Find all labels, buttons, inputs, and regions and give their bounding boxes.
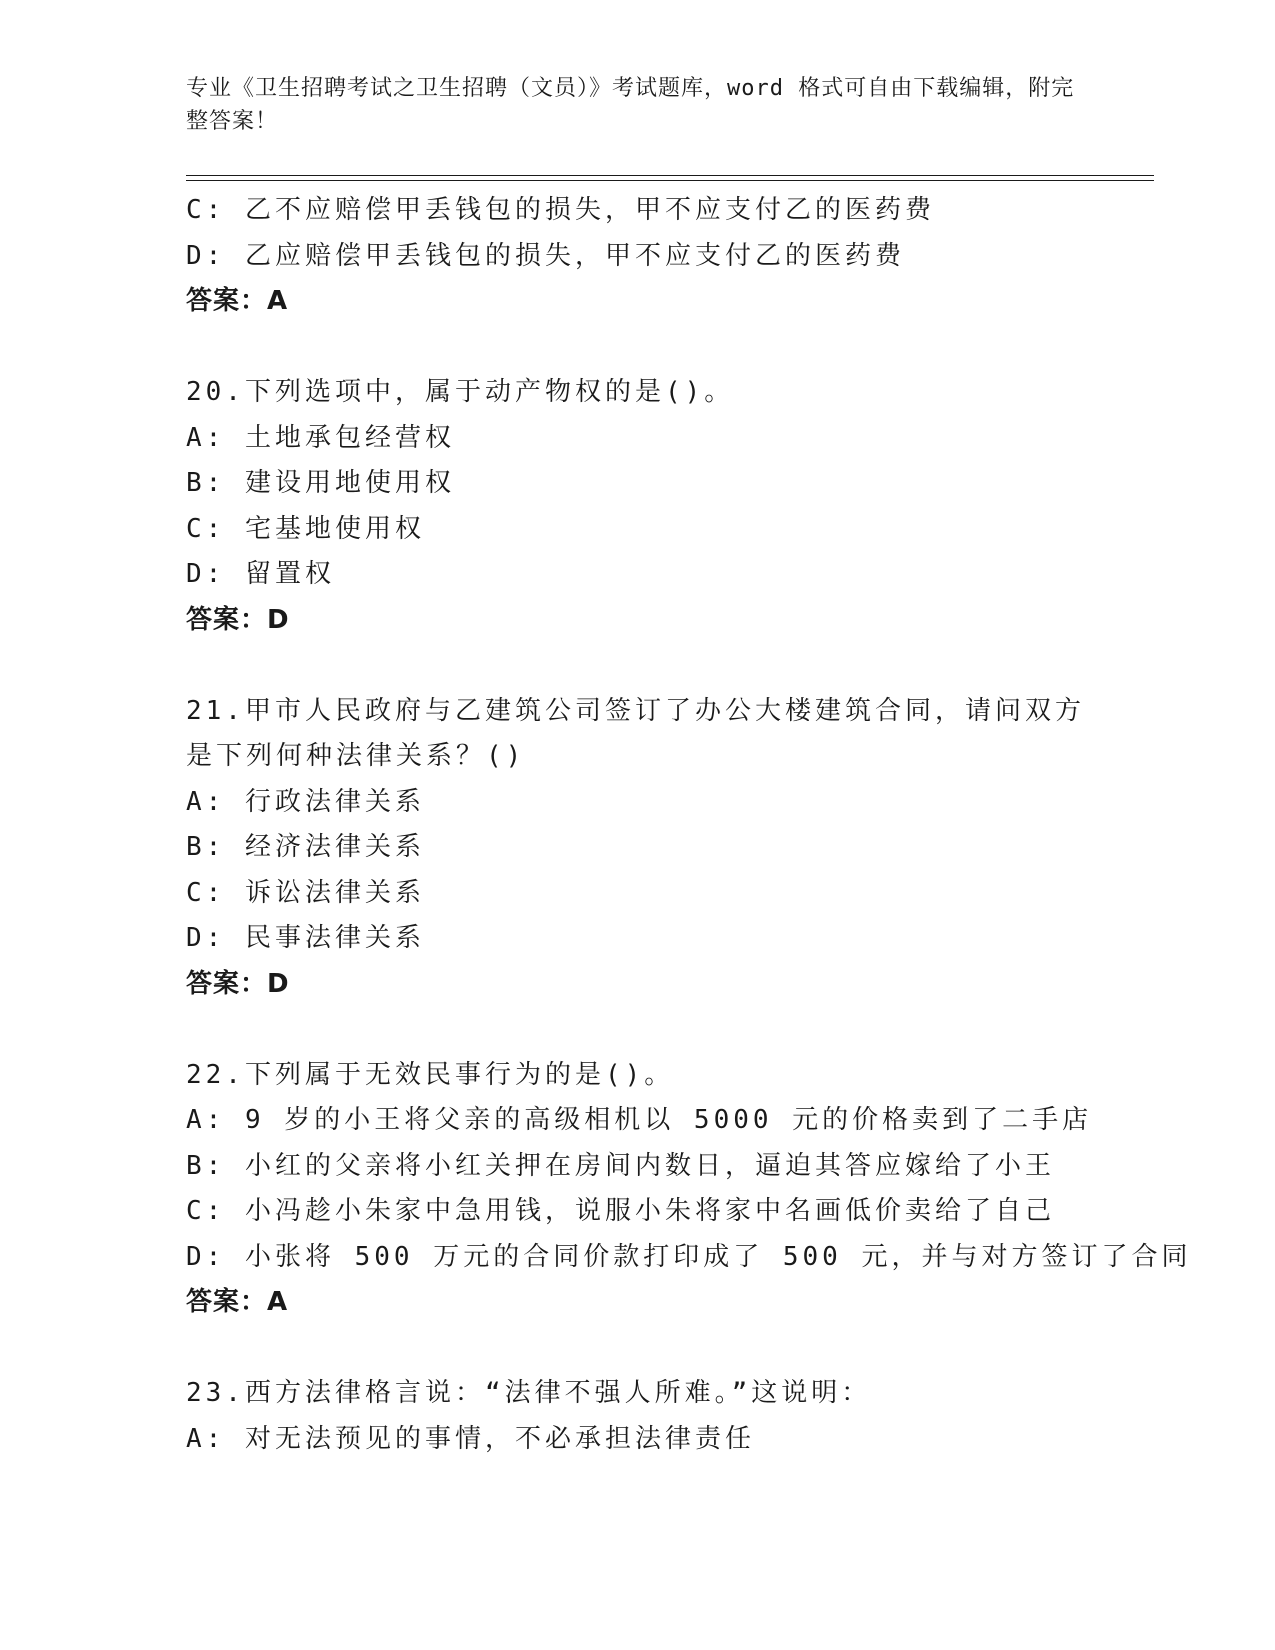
option-c: C: 宅基地使用权 <box>186 513 425 544</box>
question-stem-23: 23.西方法律格言说：“法律不强人所难。”这说明： <box>186 1378 872 1408</box>
option-d: D: 乙应赔偿甲丢钱包的损失，甲不应支付乙的医药费 <box>186 240 905 271</box>
question-content <box>186 188 1192 1462</box>
option-a: A: 对无法预见的事情，不必承担法律责任 <box>186 1423 755 1454</box>
option-d: D: 小张将 500 万元的合同价款打印成了 500 元，并与对方签订了合同 <box>186 1241 1192 1272</box>
option-c: C: 小冯趁小朱家中急用钱，说服小朱将家中名画低价卖给了自己 <box>186 1196 1055 1226</box>
option-b: B: 建设用地使用权 <box>186 468 455 498</box>
option-c: C: 诉讼法律关系 <box>186 877 425 908</box>
answer: 答案：A <box>186 286 289 316</box>
document-header: 专业《卫生招聘考试之卫生招聘（文员）》考试题库，word 格式可自由下载编辑，附完整答案！ <box>186 76 1075 134</box>
header-divider <box>186 175 1154 176</box>
answer: 答案：A <box>186 1287 289 1317</box>
option-a: A: 土地承包经营权 <box>186 422 455 453</box>
header-divider-double <box>186 180 1154 181</box>
option-b: B: 经济法律关系 <box>186 832 425 862</box>
question-stem-21: 21.甲市人民政府与乙建筑公司签订了办公大楼建筑合同，请问双方是下列何种法律关系？() <box>186 695 1085 771</box>
option-a: A: 9 岁的小王将父亲的高级相机以 5000 元的价格卖到了二手店 <box>186 1105 1093 1135</box>
answer: 答案：D <box>186 968 290 999</box>
option-a: A: 行政法律关系 <box>186 786 425 817</box>
option-d: D: 留置权 <box>186 559 335 589</box>
option-d: D: 民事法律关系 <box>186 923 425 953</box>
question-stem-22: 22.下列属于无效民事行为的是()。 <box>186 1059 675 1090</box>
option-b: B: 小红的父亲将小红关押在房间内数日，逼迫其答应嫁给了小王 <box>186 1150 1055 1181</box>
option-c: C: 乙不应赔偿甲丢钱包的损失，甲不应支付乙的医药费 <box>186 195 935 225</box>
answer: 答案：D <box>186 604 290 635</box>
question-stem-20: 20.下列选项中，属于动产物权的是()。 <box>186 377 735 407</box>
